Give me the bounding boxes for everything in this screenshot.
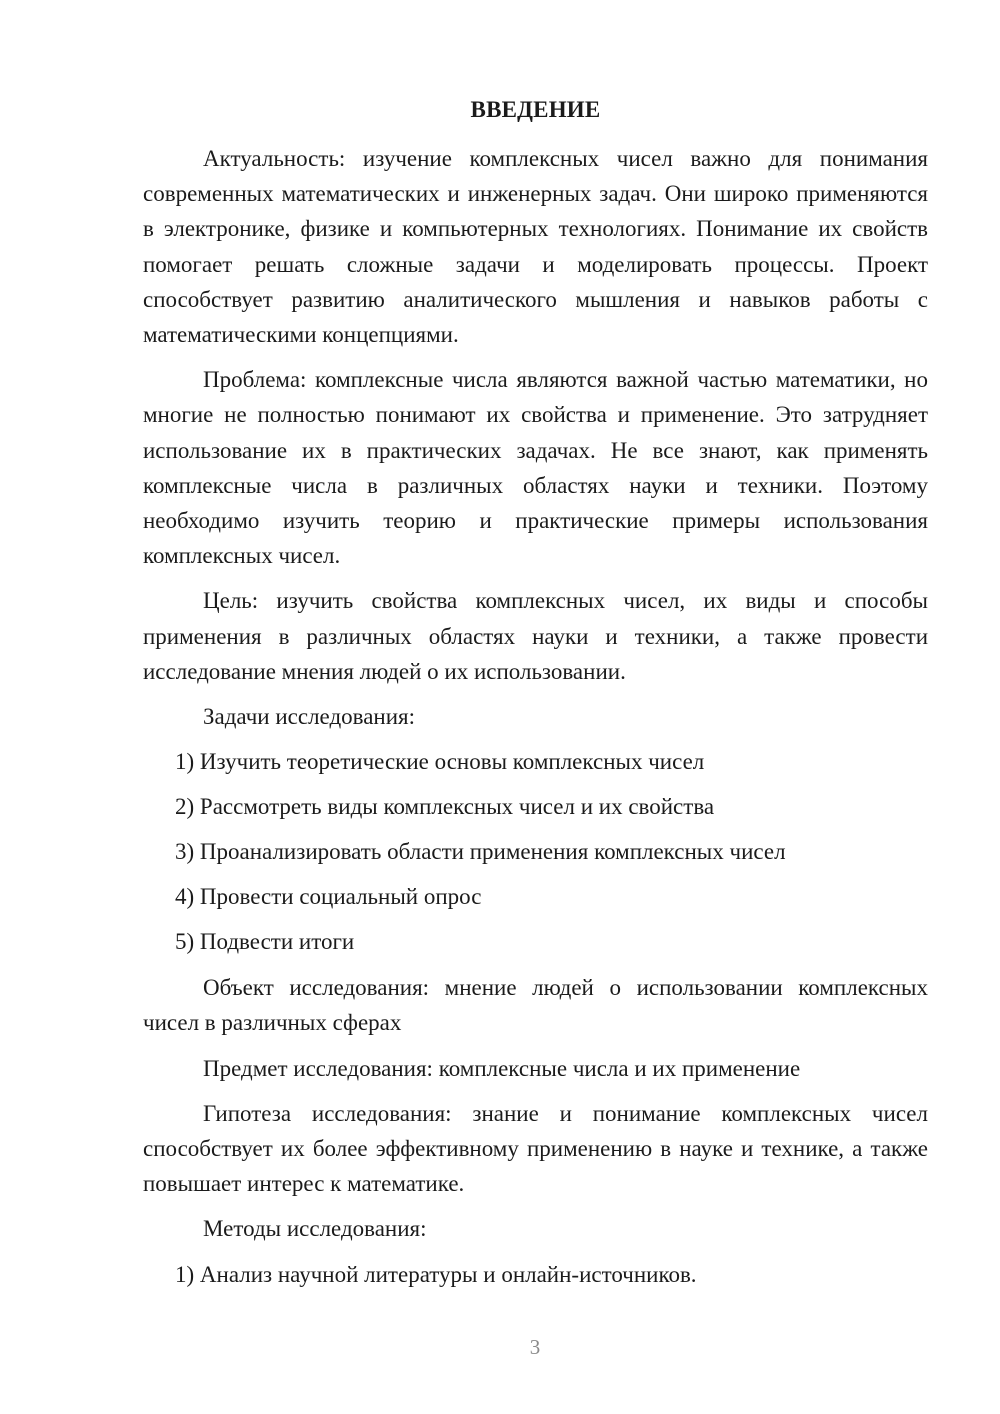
document-page xyxy=(143,93,928,1292)
methods-heading: Методы исследования: xyxy=(203,1216,427,1242)
task-item: 2) Рассмотреть виды комплексных чисел и их свойства xyxy=(175,794,715,820)
problem-paragraph: Проблема: комплексные числа являются важной частью математики, но многие не полностью понимают их свойства и применение. Это затрудняет использование их в практических задачах. Не все знают, как применять комплексные числа в различных областях науки и техники. Поэтому необходимо изучить теорию и практические примеры использования комплексных чисел. xyxy=(143,367,928,569)
task-item: 4) Провести социальный опрос xyxy=(175,884,482,910)
hypothesis-paragraph: Гипотеза исследования: знание и понимание комплексных чисел способствует их более эффективному применению в науке и технике, а также повышает интерес к математике. xyxy=(143,1100,928,1197)
subject-paragraph: Предмет исследования: комплексные числа и их применение xyxy=(203,1055,801,1081)
method-item: 1) Анализ научной литературы и онлайн-источников. xyxy=(175,1261,697,1287)
goal-paragraph: Цель: изучить свойства комплексных чисел, их виды и способы применения в различных областях науки и техники, а также провести исследование мнения людей о их использовании. xyxy=(143,588,928,684)
section-title: ВВЕДЕНИЕ xyxy=(470,97,601,122)
page-number: 3 xyxy=(529,1335,541,1359)
object-paragraph: Объект исследования: мнение людей о использовании комплексных чисел в различных сферах xyxy=(143,975,928,1036)
relevance-paragraph: Актуальность: изучение комплексных чисел важно для понимания современных математических и инженерных задач. Они широко применяются в электронике, физике и компьютерных технологиях. Понимание их свойств помогает решать сложные задачи и моделировать процессы. Проект способствует развитию аналитического мышления и навыков работы с математическими концепциями. xyxy=(143,146,928,348)
tasks-heading: Задачи исследования: xyxy=(203,704,416,730)
task-item: 1) Изучить теоретические основы комплексных чисел xyxy=(175,749,705,775)
task-item: 5) Подвести итоги xyxy=(175,929,355,955)
task-item: 3) Проанализировать области применения комплексных чисел xyxy=(175,839,786,865)
